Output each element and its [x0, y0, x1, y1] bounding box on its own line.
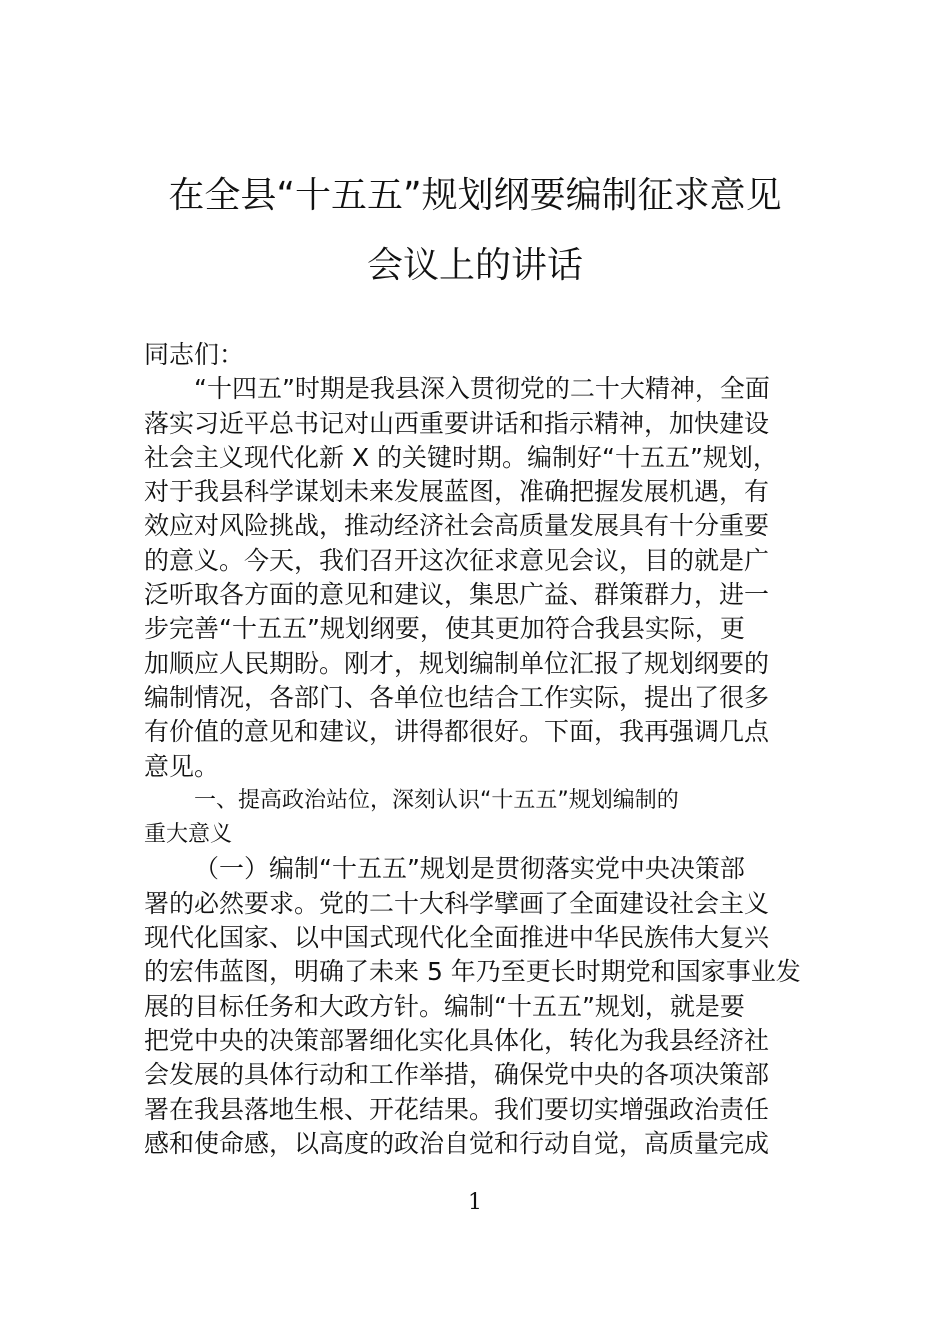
- paragraph-line: 的宏伟蓝图，明确了未来 5 年乃至更长时期党和国家事业发: [144, 957, 801, 987]
- document-body: [144, 338, 824, 1161]
- paragraph-line: 的意义。今天，我们召开这次征求意见会议，目的就是广: [144, 545, 770, 575]
- paragraph-line: 步完善“十五五”规划纲要，使其更加符合我县实际，更: [144, 614, 745, 644]
- paragraph-line: 感和使命感，以高度的政治自觉和行动自觉，高质量完成: [144, 1128, 770, 1158]
- paragraph-line: 展的目标任务和大政方针。编制“十五五”规划，就是要: [144, 991, 745, 1021]
- document-title-line-2: 会议上的讲话: [366, 245, 583, 286]
- paragraph-line: 对于我县科学谋划未来发展蓝图，准确把握发展机遇，有: [144, 477, 770, 507]
- paragraph-line: 意见。: [144, 751, 220, 781]
- paragraph-line: 会发展的具体行动和工作举措，确保党中央的各项决策部: [144, 1060, 770, 1090]
- page-number: 1: [468, 1190, 482, 1215]
- section-heading-line: 重大意义: [144, 822, 233, 848]
- paragraph-line: 编制情况，各部门、各单位也结合工作实际，提出了很多: [144, 682, 770, 712]
- paragraph-line: 落实习近平总书记对山西重要讲话和指示精神，加快建设: [144, 408, 770, 438]
- paragraph-line: 把党中央的决策部署细化实化具体化，转化为我县经济社: [144, 1025, 770, 1055]
- paragraph-line: 署在我县落地生根、开花结果。我们要切实增强政治责任: [144, 1094, 770, 1124]
- paragraph-line: 有价值的意见和建议，讲得都很好。下面，我再强调几点: [144, 717, 770, 747]
- paragraph-line: 社会主义现代化新 X 的关键时期。编制好“十五五”规划，: [144, 442, 778, 472]
- salutation: 同志们：: [144, 340, 245, 369]
- paragraph-line: 署的必然要求。党的二十大科学擘画了全面建设社会主义: [144, 888, 770, 918]
- paragraph-line: 效应对风险挑战，推动经济社会高质量发展具有十分重要: [144, 511, 770, 541]
- paragraph-line: “十四五”时期是我县深入贯彻党的二十大精神，全面: [194, 374, 770, 404]
- document-title-line-1: 在全县“十五五”规划纲要编制征求意见: [168, 175, 782, 216]
- paragraph-line: （一）编制“十五五”规划是贯彻落实党中央决策部: [194, 854, 745, 884]
- section-heading-line: 一、提高政治站位，深刻认识“十五五”规划编制的: [194, 787, 679, 813]
- paragraph-line: 泛听取各方面的意见和建议，集思广益、群策群力，进一: [144, 580, 770, 610]
- paragraph-line: 加顺应人民期盼。刚才，规划编制单位汇报了规划纲要的: [144, 648, 770, 678]
- paragraph-line: 现代化国家、以中国式现代化全面推进中华民族伟大复兴: [144, 923, 770, 953]
